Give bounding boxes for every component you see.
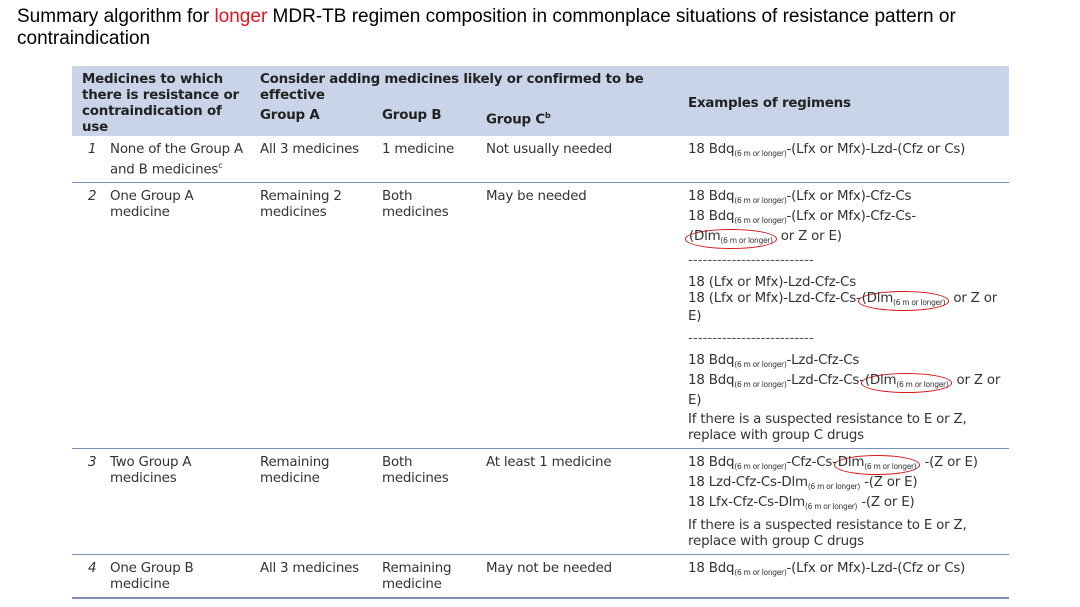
group-b-cell: Remaining medicine — [382, 561, 452, 593]
row-label-cell — [72, 136, 254, 183]
regimen-example — [688, 291, 1003, 325]
header-consider: Consider adding medicines likely or confirmed to be effective — [260, 72, 644, 103]
examples-cell — [682, 136, 1009, 183]
regimen-text: or Z or E) — [688, 291, 998, 325]
row-number: 4 — [88, 561, 97, 577]
regimen-sub: (6 m or longer) — [864, 462, 917, 472]
regimen-example — [688, 561, 1003, 581]
examples-cell — [682, 183, 1009, 449]
group-b-cell: Both medicines — [382, 189, 449, 221]
row-number: 3 — [88, 455, 97, 471]
title-after: MDR-TB regimen composition in commonplace situations of resistance pattern or contraindication — [17, 6, 956, 49]
group-c-sup: b — [545, 111, 551, 121]
regimen-sub: (6 m or longer) — [734, 216, 787, 226]
regimen-text: 18 Lfx-Cfz-Cs-Dlm — [688, 495, 806, 511]
group-c-cell: May be needed — [486, 189, 587, 205]
regimen-sub: (6 m or longer) — [720, 236, 773, 246]
regimen-sub: (6 m or longer) — [805, 502, 858, 512]
regimen-text: -Lzd-Cfz-Cs — [786, 353, 860, 369]
group-c-label: Group C — [486, 112, 546, 128]
regimen-sub: (6 m or longer) — [734, 380, 787, 390]
regimen-example — [688, 475, 1003, 495]
regimen-text: 18 Bdq — [688, 561, 735, 577]
table-row — [72, 555, 1009, 599]
row-number: 2 — [88, 189, 97, 205]
regimen-sub: (6 m or longer) — [734, 196, 787, 206]
title-before: Summary algorithm for — [17, 6, 215, 27]
regimen-sub: (6 m or longer) — [893, 298, 946, 308]
regimen-text: -(Lfx or Mfx)-Cfz-Cs — [786, 189, 912, 205]
regimen-example — [688, 353, 1003, 373]
regimen-example — [688, 455, 1003, 475]
dashed-separator: -------------------------- — [688, 331, 814, 347]
row-label-cell — [72, 555, 254, 599]
group-a-cell: Remaining 2 medicines — [260, 189, 342, 221]
group-a-cell: All 3 medicines — [260, 561, 359, 577]
regimen-text: Dlm — [837, 455, 865, 471]
header-medicines: Medicines to which there is resistance or contraindication of use — [82, 72, 239, 135]
regimen-note: If there is a suspected resistance to E or Z, replace with group C drugs — [688, 518, 967, 550]
row-number: 1 — [88, 142, 97, 157]
circle-highlight — [861, 373, 953, 393]
regimen-text: -(Lfx or Mfx)-Cfz-Cs- — [786, 209, 916, 225]
group-b-cell: Both medicines — [382, 455, 449, 487]
group-a-cell: Remaining medicine — [260, 455, 330, 487]
header-group-c — [480, 106, 682, 136]
regimen-example: 18 (Lfx or Mfx)-Lzd-Cfz-Cs — [688, 275, 856, 291]
regimen-text: 18 Bdq — [688, 189, 735, 205]
circle-highlight — [858, 291, 950, 311]
regimen-text: -(Z or E) — [857, 495, 915, 511]
title-highlight: longer — [214, 6, 268, 27]
regimen-text: 18 Lzd-Cfz-Cs-Dlm — [688, 475, 808, 491]
regimen-text: 18 (Lfx or Mfx)-Lzd-Cfz-Cs- — [688, 291, 861, 307]
circle-highlight — [834, 455, 921, 475]
regimen-text: or Z or E) — [688, 373, 1001, 409]
group-c-cell: May not be needed — [486, 561, 612, 577]
regimen-text: -(Lfx or Mfx)-Lzd-(Cfz or Cs) — [786, 142, 966, 157]
regimen-text: 18 Bdq — [688, 455, 735, 471]
circle-highlight — [685, 229, 777, 249]
regimen-example — [688, 209, 1003, 247]
regimen-text: (Dlm — [861, 291, 894, 307]
header-row-1 — [72, 66, 1009, 106]
regimen-sub: (6 m or longer) — [734, 149, 787, 158]
row-label-cell — [72, 449, 254, 555]
regimen-text: -Lzd-Cfz-Cs- — [786, 373, 864, 389]
regimen-sub: (6 m or longer) — [734, 462, 787, 472]
regimen-example — [688, 189, 1003, 209]
header-examples: Examples of regimens — [688, 96, 851, 111]
header-group-a: Group A — [260, 108, 320, 124]
regimen-sub: (6 m or longer) — [807, 482, 861, 492]
table-row — [72, 183, 1009, 449]
regimen-text: 18 Bdq — [688, 373, 735, 389]
regimen-text: -(Z or E) — [860, 475, 918, 491]
regimen-note: If there is a suspected resistance to E or Z, replace with group C drugs — [688, 412, 967, 444]
regimen-text: or Z or E) — [776, 229, 842, 245]
slide-title — [17, 6, 1067, 50]
regimen-text: -(Z or E) — [920, 455, 978, 471]
row-label-sup: c — [218, 161, 223, 170]
row-label — [110, 142, 248, 178]
regimen-text: (Dlm — [864, 373, 897, 389]
row-label: One Group B medicine — [110, 561, 194, 593]
regimen-text: (Dlm — [689, 229, 721, 245]
group-b-cell: 1 medicine — [382, 142, 455, 157]
regimen-sub: (6 m or longer) — [896, 380, 949, 390]
header-group-b: Group B — [382, 108, 442, 124]
group-c-cell: Not usually needed — [486, 142, 613, 157]
regimen-sub: (6 m or longer) — [734, 568, 787, 578]
regimen-sub: (6 m or longer) — [734, 360, 787, 370]
regimen-table — [72, 66, 1009, 599]
dashed-separator: -------------------------- — [688, 253, 814, 269]
row-label-text: None of the Group A and B medicines — [110, 142, 243, 178]
group-c-cell: At least 1 medicine — [486, 455, 612, 471]
regimen-text: -Cfz-Cs- — [786, 455, 837, 471]
regimen-text: -(Lfx or Mfx)-Lzd-(Cfz or Cs) — [786, 561, 966, 577]
table-row — [72, 136, 1009, 183]
row-label: Two Group A medicines — [110, 455, 192, 487]
table-row — [72, 449, 1009, 555]
regimen-example — [688, 495, 1003, 515]
group-a-cell: All 3 medicines — [260, 142, 359, 157]
regimen-example — [688, 373, 1003, 409]
regimen-example — [688, 142, 1003, 162]
regimen-text: 18 Bdq — [688, 142, 735, 157]
row-label: One Group A medicine — [110, 189, 194, 221]
regimen-text: 18 Bdq — [688, 353, 735, 369]
row-label-cell — [72, 183, 254, 449]
examples-cell — [682, 449, 1009, 555]
examples-cell — [682, 555, 1009, 599]
regimen-text: 18 Bdq — [688, 209, 735, 225]
